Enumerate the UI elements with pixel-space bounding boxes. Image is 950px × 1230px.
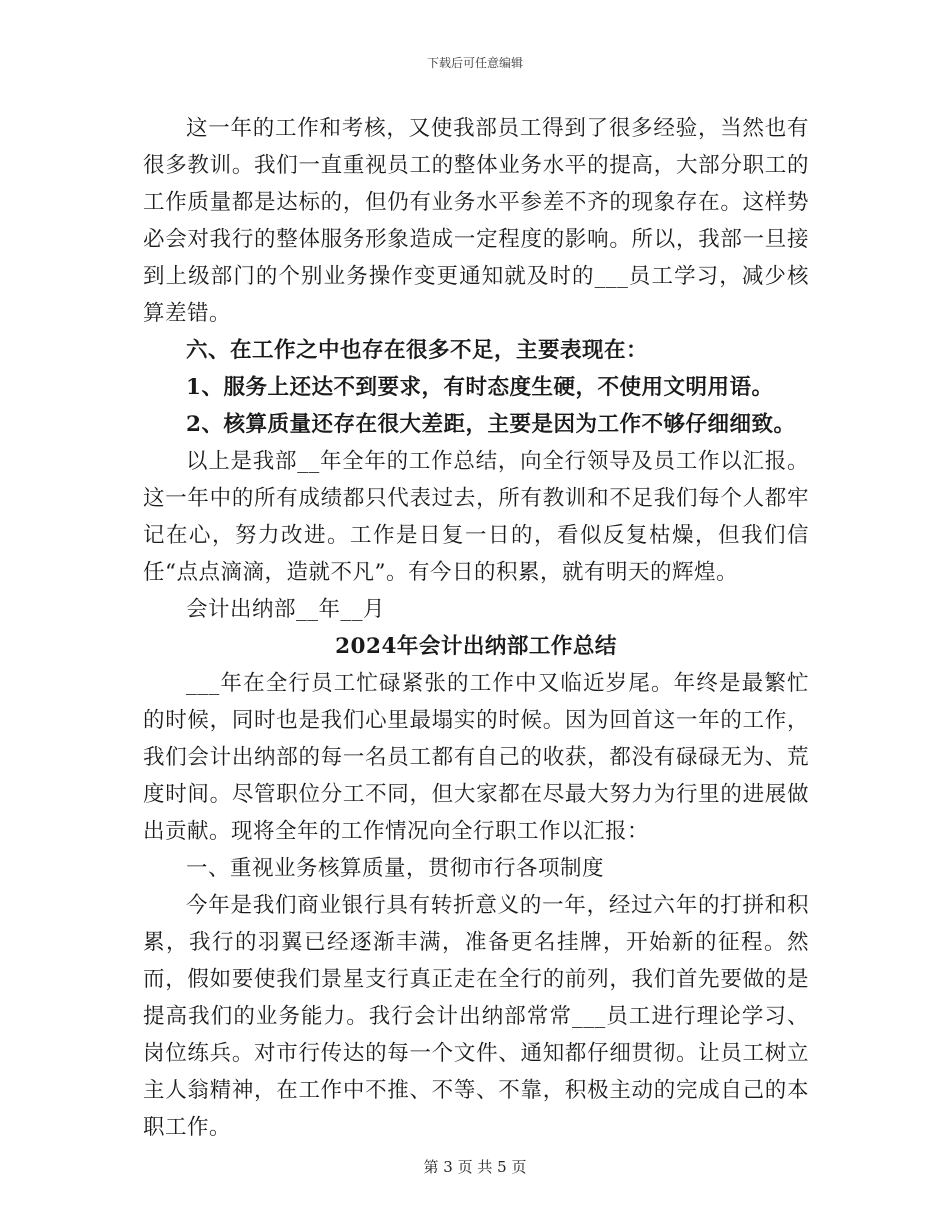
paragraph-summary: 以上是我部__年全年的工作总结，向全行领导及员工作以汇报。这一年中的所有成绩都只代表过去，所有教训和不足我们每个人都牢记在心，努力改进。工作是日复一日的，看似反复枯燥，但我们信任“点点滴滴，造就不凡”。有今日的积累，就有明天的辉煌。 [143,449,809,585]
page-header: 下载后可任意编辑 [426,56,523,70]
signature-line: 会计出纳部__年__月 [186,597,386,622]
paragraph-experience: 这一年的工作和考核，又使我部员工得到了很多经验，当然也有很多教训。我们一直重视员工的整体业务水平的提高，大部分职工的工作质量都是达标的，但仍有业务水平参差不齐的现象存在。这样势必会对我行的整体服务形象造成一定程度的影响。所以，我部一旦接到上级部门的个别业务操作变更通知就及时的___员工学习，减少核算差错。 [143,116,809,326]
section-heading-shortcomings: 六、在工作之中也存在很多不足，主要表现在： [186,338,649,363]
paragraph-year-review: 今年是我们商业银行具有转折意义的一年，经过六年的打拼和积累，我行的羽翼已经逐渐丰满，准备更名挂牌，开始新的征程。然而，假如要使我们景星支行真正走在全行的前列，我们首先要做的是提高我们的业务能力。我行会计出纳部常常___员工进行理论学习、岗位练兵。对市行传达的每一个文件、通知都仔细贯彻。让员工树立主人翁精神，在工作中不推、不等、不靠，积极主动的完成自己的本职工作。 [143,893,809,1140]
page-footer: 第 3 页 共 5 页 [423,1158,527,1176]
shortcoming-item-2: 2、核算质量还存在很大差距，主要是因为工作不够仔细细致。 [186,412,796,437]
paragraph-intro: ___年在全行员工忙碌紧张的工作中又临近岁尾。年终是最繁忙的时候，同时也是我们心里最塌实的时候。因为回首这一年的工作，我们会计出纳部的每一名员工都有自己的收获，都没有碌碌无为、荒度时间。尽管职位分工不同，但大家都在尽最大努力为行里的进展做出贡献。现将全年的工作情况向全行职工作以汇报： [143,671,809,844]
document-body [143,110,809,1146]
shortcoming-item-1: 1、服务上还达不到要求，有时态度生硬，不使用文明用语。 [186,375,774,400]
section-heading-quality: 一、重视业务核算质量，贯彻市行各项制度 [186,856,605,881]
document-title: 2024年会计出纳部工作总结 [335,634,617,659]
